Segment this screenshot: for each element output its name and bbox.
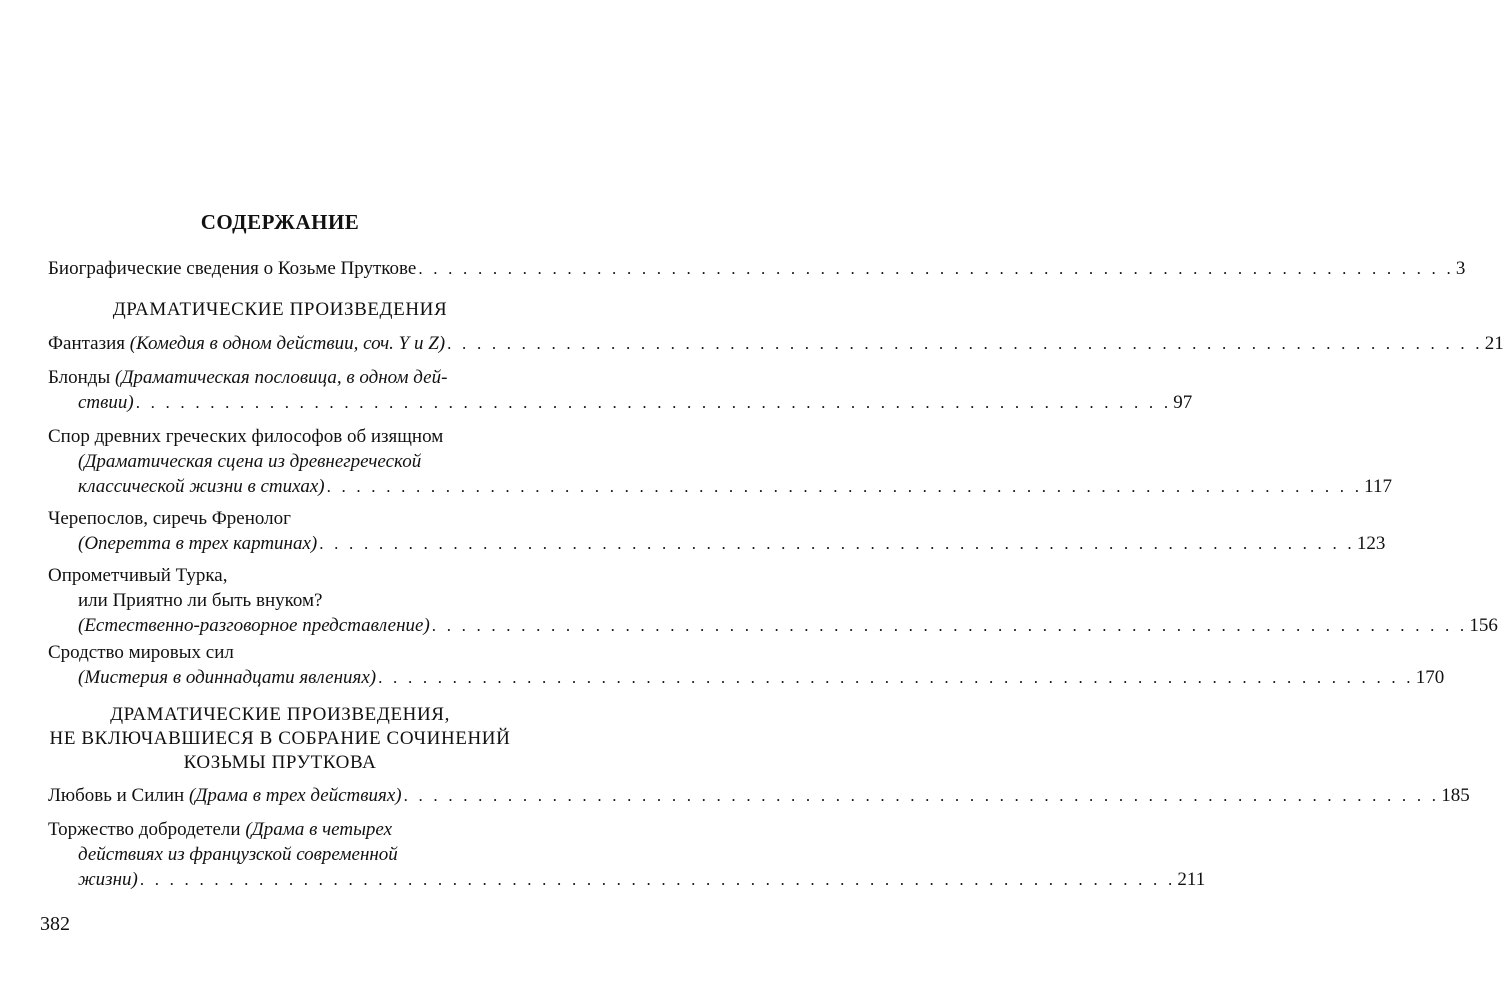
dot-leader: . . . . . . . . . . . . . . . . . . . . . . . . . . . . . . . . . . . . . . . . . . . . . . . . . . . . . . . . . . . . . . . . . . . . . . [447, 334, 1483, 353]
entry-genre-continued: жизни) [78, 869, 138, 890]
page-title: СОДЕРЖАНИЕ [200, 210, 360, 234]
section-heading-line: ДРАМАТИЧЕСКИЕ ПРОИЗВЕДЕНИЯ [112, 299, 448, 320]
entry-genre: (Мистерия в одиннадцати явлениях) [78, 667, 377, 688]
page-number: 185 [1441, 785, 1470, 806]
entry-subtitle: или Приятно ли быть внуком? [78, 590, 323, 611]
page-folio-number: 382 [40, 913, 70, 935]
page-number: 211 [1177, 869, 1206, 890]
dot-leader: . . . . . . . . . . . . . . . . . . . . . . . . . . . . . . . . . . . . . . . . . . . . . . . . . . . . . . . . . . . . . . . . . . . . . . [319, 534, 1355, 553]
page-number: 170 [1415, 667, 1445, 688]
entry-genre: (Драматическая пословица, в одном дей- [115, 367, 448, 388]
toc-line [48, 867, 1206, 892]
section-heading-uncollected-works [40, 703, 520, 775]
entry-genre: (Драма в трех действиях) [188, 785, 402, 806]
toc-entry-turka[interactable] [48, 563, 1498, 638]
toc-line [48, 331, 1504, 356]
dot-leader: . . . . . . . . . . . . . . . . . . . . . . . . . . . . . . . . . . . . . . . . . . . . . . . . . . . . . . . . . . . . . . . . . . . . . . [418, 259, 1454, 278]
section-heading-line: НЕ ВКЛЮЧАВШИЕСЯ В СОБРАНИЕ СОЧИНЕНИЙ [49, 728, 511, 749]
dot-leader: . . . . . . . . . . . . . . . . . . . . . . . . . . . . . . . . . . . . . . . . . . . . . . . . . . . . . . . . . . . . . . . . . . . . . . [139, 870, 1176, 889]
toc-entry-biography[interactable] [48, 256, 1466, 281]
dot-leader: . . . . . . . . . . . . . . . . . . . . . . . . . . . . . . . . . . . . . . . . . . . . . . . . . . . . . . . . . . . . . . . . . . . . . . [135, 393, 1172, 412]
toc-line [48, 613, 1498, 638]
toc-entry-srodstvo[interactable] [48, 640, 1445, 690]
page-number: 97 [1173, 392, 1193, 413]
entry-genre-continued: ствии) [78, 392, 134, 413]
toc-line [48, 817, 518, 842]
entry-title: Блонды [48, 367, 111, 388]
page-number: 123 [1356, 533, 1386, 554]
entry-title: Спор древних греческих философов об изящном [48, 426, 444, 447]
toc-entry-blondy[interactable] [48, 365, 1193, 415]
page-number: 3 [1455, 258, 1466, 279]
toc-entry-fantaziya[interactable] [48, 331, 1504, 356]
toc-entry-torzhestvo[interactable] [48, 817, 1206, 892]
toc-entry-lyubov[interactable] [48, 783, 1470, 808]
toc-line [48, 390, 1193, 415]
toc-line [48, 256, 1466, 281]
entry-genre-continued: действиях из французской современной [78, 844, 398, 865]
entry-title: Торжество добродетели [48, 819, 241, 840]
entry-genre: (Естественно-разговорное представление) [78, 615, 430, 636]
dot-leader: . . . . . . . . . . . . . . . . . . . . . . . . . . . . . . . . . . . . . . . . . . . . . . . . . . . . . . . . . . . . . . . . . . . . . . [326, 477, 1363, 496]
section-heading-dramatic-works [40, 298, 520, 322]
entry-title: Биографические сведения о Козьме Пруткове [48, 258, 417, 279]
entry-title: Сродство мировых сил [48, 642, 234, 663]
entry-title: Черепослов, сиречь Френолог [48, 508, 291, 529]
dot-leader: . . . . . . . . . . . . . . . . . . . . . . . . . . . . . . . . . . . . . . . . . . . . . . . . . . . . . . . . . . . . . . . . . . . . . . [403, 786, 1440, 805]
page-number: 156 [1469, 615, 1498, 636]
entry-genre: (Комедия в одном действии, соч. Y и Z) [129, 333, 446, 354]
entry-genre: (Драма в четырех [245, 819, 393, 840]
entry-title: Фантазия [48, 333, 125, 354]
section-heading-line: КОЗЬМЫ ПРУТКОВА [183, 752, 377, 773]
toc-line [48, 665, 1445, 690]
toc-line [48, 474, 1392, 499]
dot-leader: . . . . . . . . . . . . . . . . . . . . . . . . . . . . . . . . . . . . . . . . . . . . . . . . . . . . . . . . . . . . . . . . . . . . . . [378, 668, 1414, 687]
page-number: 117 [1364, 476, 1392, 497]
toc-entry-spor[interactable] [48, 424, 1392, 499]
entry-title: Опрометчивый Турка, [48, 565, 228, 586]
entry-text [48, 331, 445, 356]
entry-genre-continued: классической жизни в стихах) [78, 476, 325, 497]
dot-leader: . . . . . . . . . . . . . . . . . . . . . . . . . . . . . . . . . . . . . . . . . . . . . . . . . . . . . . . . . . . . . . . . . . . . . . [431, 616, 1468, 635]
toc-line [48, 783, 1470, 808]
section-heading-line: ДРАМАТИЧЕСКИЕ ПРОИЗВЕДЕНИЯ, [110, 704, 450, 725]
toc-line [48, 365, 518, 390]
entry-title: Любовь и Силин [48, 785, 185, 806]
toc-entry-cherepo[interactable] [48, 506, 1386, 556]
page-number: 21 [1484, 333, 1504, 354]
toc-line [48, 531, 1386, 556]
entry-genre: (Драматическая сцена из древнегреческой [78, 451, 422, 472]
entry-genre: (Оперетта в трех картинах) [78, 533, 318, 554]
entry-text [48, 783, 402, 808]
